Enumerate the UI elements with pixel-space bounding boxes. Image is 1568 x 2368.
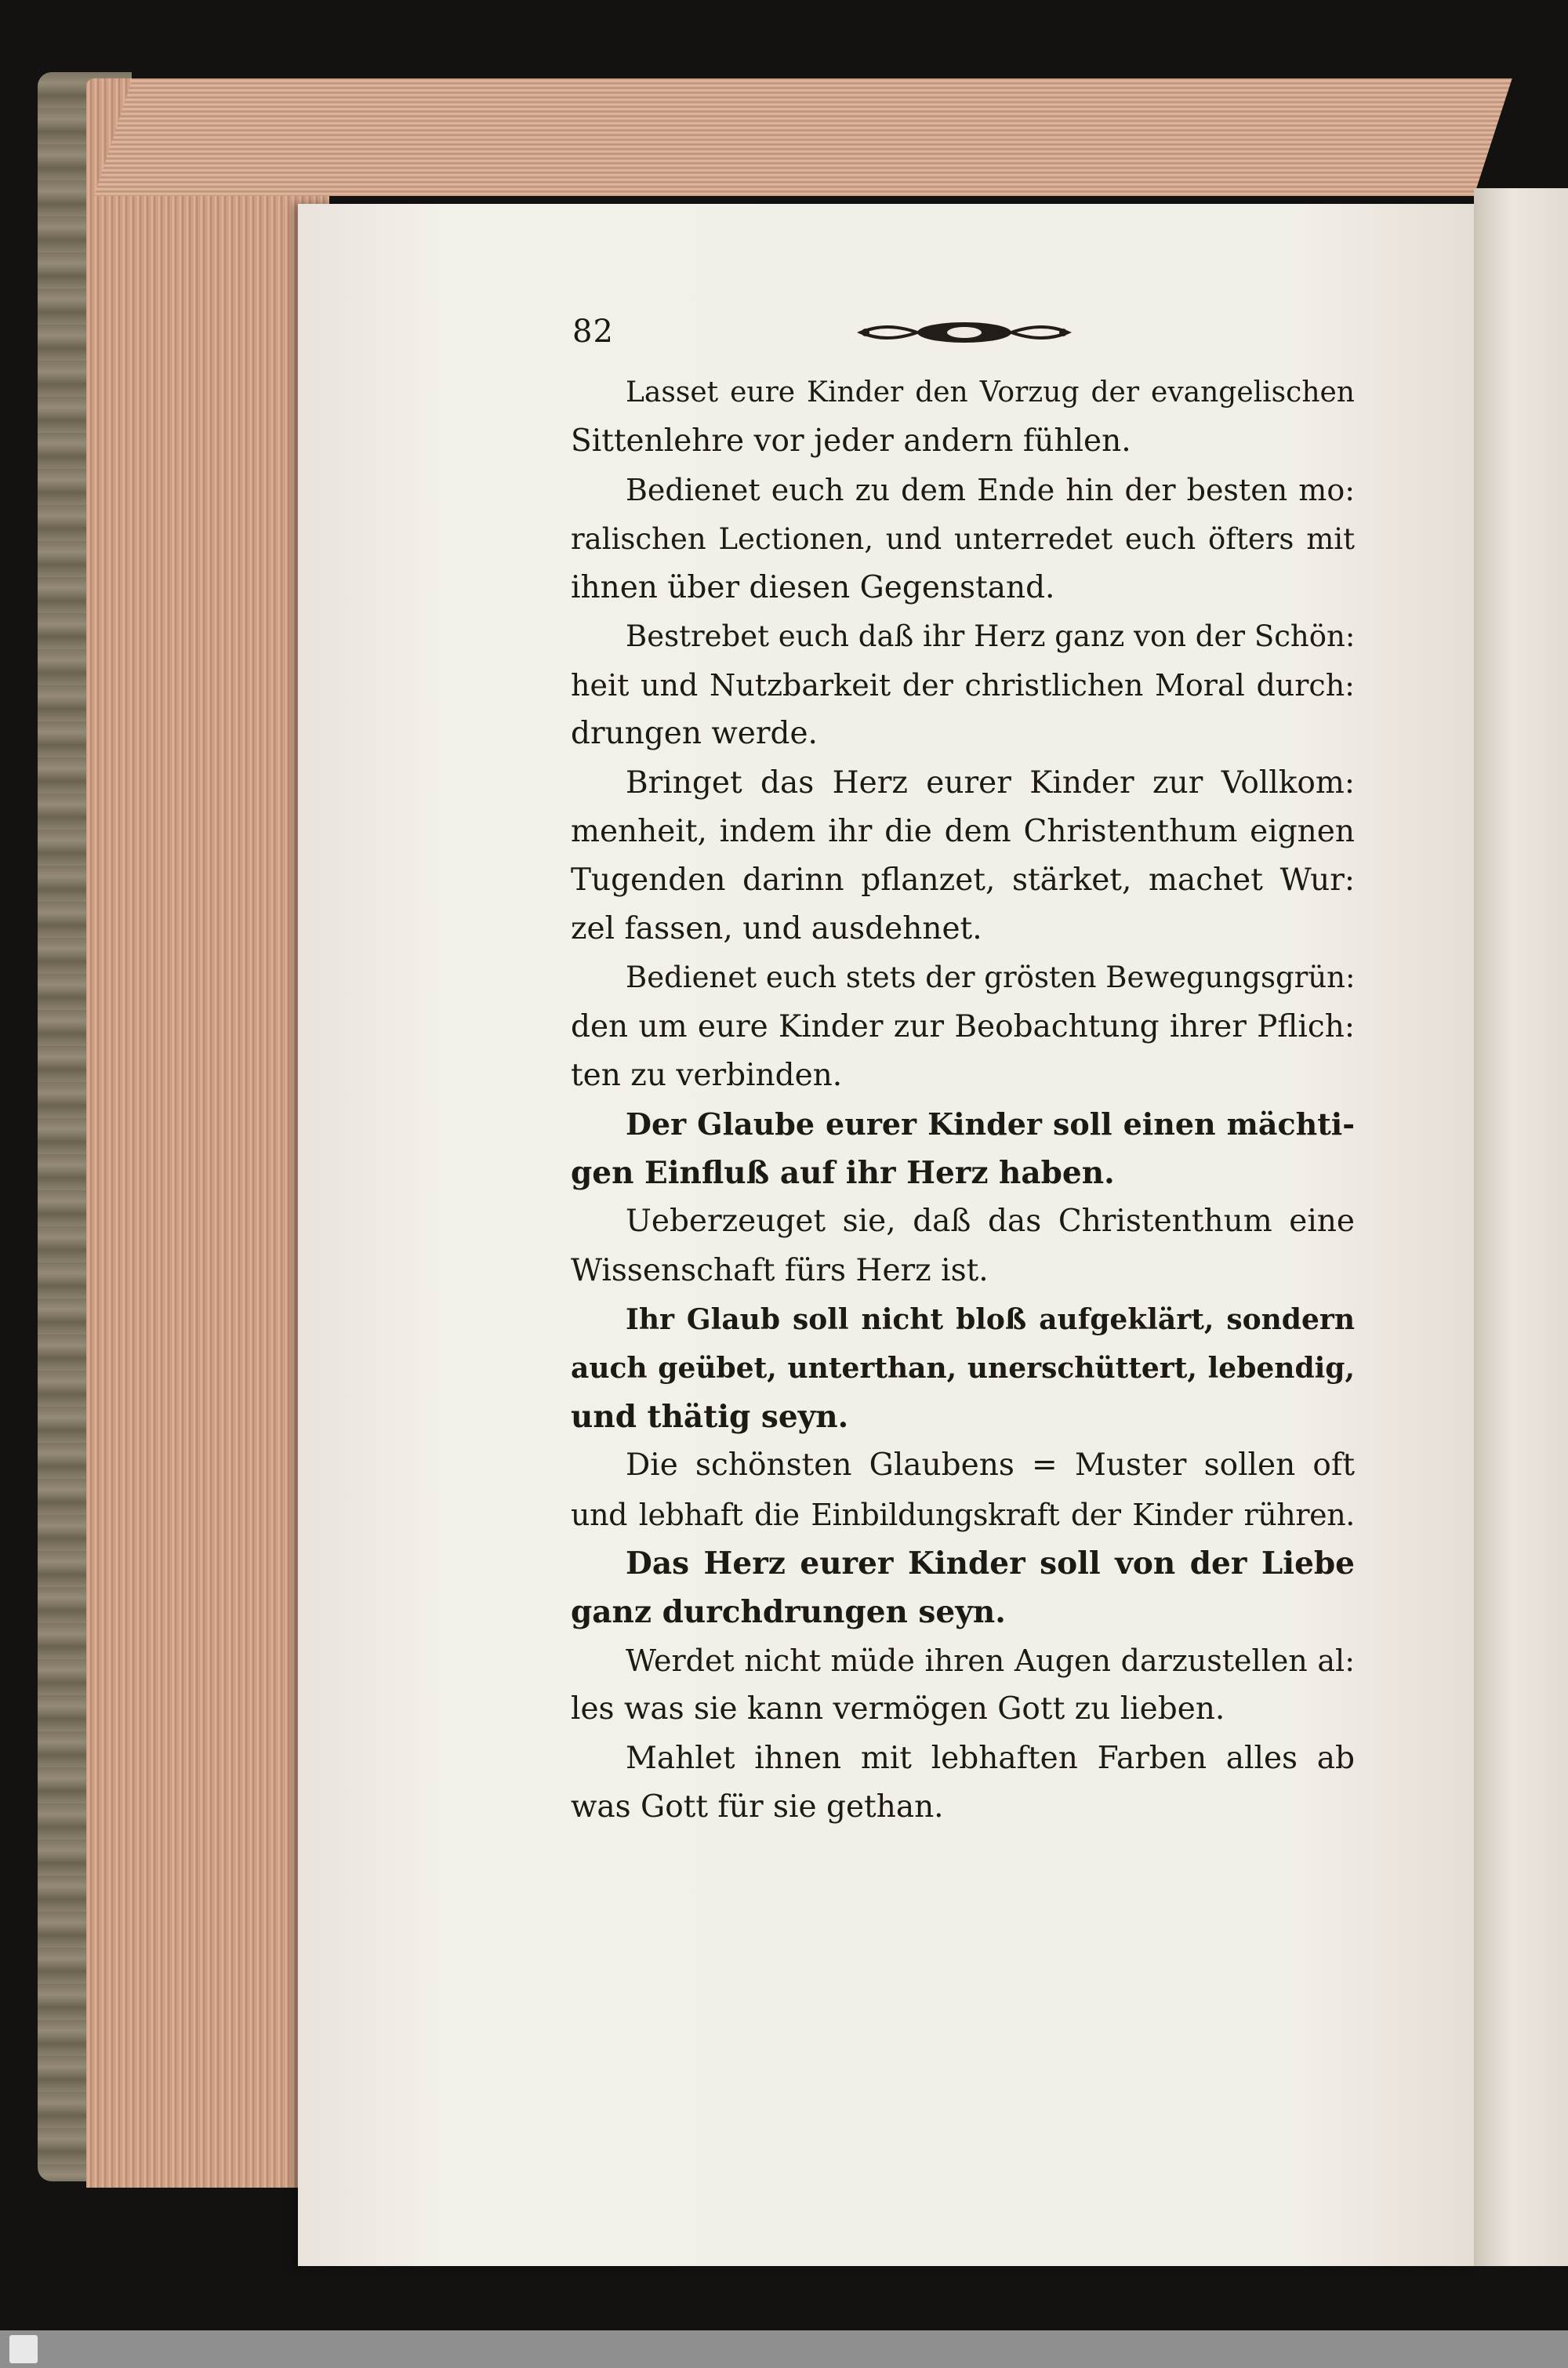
text-line: Sittenlehre vor jeder andern fühlen. <box>571 423 1131 459</box>
text-line: drungen werde. <box>571 716 818 752</box>
text-line: Das Herz eurer Kinder soll von der Liebe <box>626 1545 1355 1582</box>
text-line: gen Einfluß auf ihr Herz haben. <box>571 1155 1115 1192</box>
text-line: was Gott für sie gethan. <box>571 1789 944 1825</box>
text-line: ganz durchdrungen seyn. <box>571 1594 1006 1631</box>
text-line: ten zu verbinden. <box>571 1057 843 1093</box>
text-line: den um eure Kinder zur Beobachtung ihrer Pflich: <box>571 1008 1355 1044</box>
viewer-footer-bar <box>0 2330 1568 2368</box>
text-line: Bestrebet euch daß ihr Herz ganz von der Schön: <box>626 619 1356 654</box>
text-line: Wissenschaft fürs Herz ist. <box>571 1252 989 1288</box>
text-line: ihnen über diesen Gegenstand. <box>571 569 1055 605</box>
text-line: heit und Nutzbarkeit der christlichen Moral durch: <box>571 668 1355 703</box>
page-number: 82 <box>572 314 614 350</box>
text-line: Die schönsten Glaubens = Muster sollen oft <box>626 1447 1355 1484</box>
text-line: und lebhaft die Einbildungskraft der Kinder rühren. <box>571 1497 1355 1532</box>
text-line: Bringet das Herz eurer Kinder zur Vollkom: <box>626 765 1355 801</box>
text-line: auch geübet, unterthan, unerschüttert, lebendig, <box>571 1352 1355 1386</box>
page-edges-side <box>86 78 329 2188</box>
text-line: Ihr Glaub soll nicht bloß aufgeklärt, sondern <box>626 1302 1355 1336</box>
text-line: Ueberzeuget sie, daß das Christenthum eine <box>626 1204 1355 1240</box>
text-line: menheit, indem ihr die dem Christenthum eignen <box>571 813 1355 849</box>
text-line: zel fassen, und ausdehnet. <box>571 911 982 947</box>
text-line: Bedienet euch zu dem Ende hin der besten mo: <box>626 473 1355 508</box>
text-line: und thätig seyn. <box>571 1399 849 1436</box>
library-logo-icon <box>9 2335 38 2363</box>
ornament-icon <box>855 318 1074 347</box>
text-line: Mahlet ihnen mit lebhaften Farben alles ab <box>626 1740 1355 1776</box>
page-text <box>571 369 1355 1832</box>
text-line: ralischen Lectionen, und unterredet euch öfters mit <box>571 521 1355 556</box>
facing-page-edge <box>1474 188 1568 2266</box>
page-edges-top <box>94 78 1512 196</box>
text-line: Werdet nicht müde ihren Augen darzustellen al: <box>626 1643 1355 1679</box>
text-line: Bedienet euch stets der grösten Bewegungsgrün: <box>626 961 1356 995</box>
text-line: les was sie kann vermögen Gott zu lieben. <box>571 1691 1225 1727</box>
page-header <box>572 314 1356 358</box>
text-line: Der Glaube eurer Kinder soll einen mächti- <box>626 1106 1355 1142</box>
text-line: Lasset eure Kinder den Vorzug der evangelischen <box>626 376 1355 409</box>
text-line: Tugenden darinn pflanzet, stärket, machet Wur: <box>571 863 1355 899</box>
